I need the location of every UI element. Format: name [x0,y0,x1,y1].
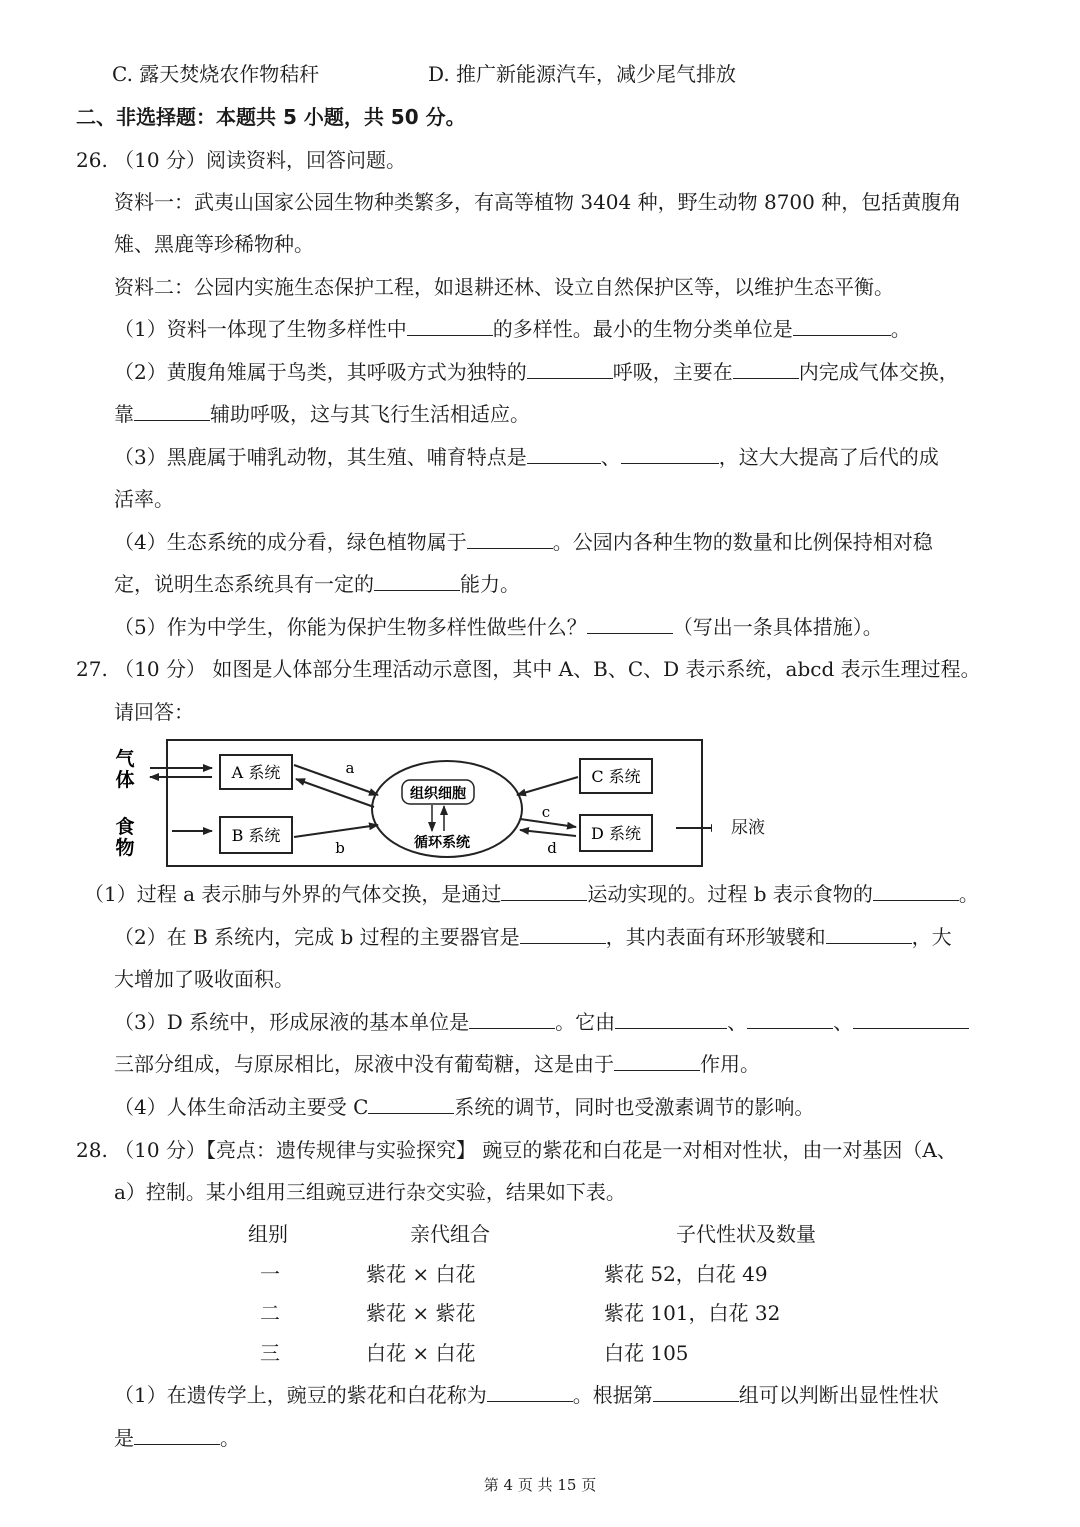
table-cell: 三 [260,1341,280,1365]
answer-blank[interactable] [826,923,912,944]
q26-part2: （2）黄腹角雉属于鸟类，其呼吸方式为独特的 呼吸，主要在 内完成气体交换， [114,360,959,384]
table-cell: 紫花 × 紫花 [366,1301,476,1325]
answer-blank[interactable] [527,443,601,464]
answer-blank[interactable] [134,1424,220,1445]
q26-part2-cont: 靠 辅助呼吸，这与其飞行生活相适应。 [114,402,530,426]
table-cell: 紫花 52，白花 49 [604,1262,768,1286]
table-cell: 紫花 101，白花 32 [604,1301,781,1325]
answer-blank[interactable] [368,1093,454,1114]
q27-heading-cont: 请回答： [114,700,194,724]
cross-table-header-group: 组别 [248,1222,288,1246]
table-cell: 白花 × 白花 [366,1341,476,1365]
answer-blank[interactable] [793,315,891,336]
table-cell: 一 [260,1262,280,1286]
option-c: C. 露天焚烧农作物秸秆 [112,62,320,86]
process-b-label: b [335,839,345,857]
q26-part4-cont: 定，说明生态系统具有一定的 能力。 [114,572,520,596]
tissue-cell-label: 组织细胞 [410,786,466,802]
answer-blank[interactable] [134,400,210,421]
answer-blank[interactable] [733,358,799,379]
answer-blank[interactable] [487,1381,573,1402]
system-d-label: D 系统 [591,824,641,843]
gas-label: 气 [115,748,135,770]
cross-table-header-offspring: 子代性状及数量 [676,1222,816,1246]
food-label: 食 [115,816,135,838]
answer-blank[interactable] [653,1381,739,1402]
q28-part1-cont: 是 。 [114,1426,240,1450]
answer-blank[interactable] [621,443,719,464]
q27-part3-cont: 三部分组成，与原尿相比，尿液中没有葡萄糖，这是由于 作用。 [114,1052,760,1076]
answer-blank[interactable] [614,1050,700,1071]
answer-blank[interactable] [467,528,553,549]
answer-blank[interactable] [615,1008,727,1029]
answer-blank[interactable] [527,358,613,379]
q26-material-1: 资料一：武夷山国家公园生物种类繁多，有高等植物 3404 种，野生动物 8700 种，包括黄腹角 [114,190,962,214]
arrow-d-to-body [520,830,576,836]
answer-blank[interactable] [853,1008,969,1029]
physiology-diagram [112,735,712,871]
q26-heading: 26. （10 分）阅读资料，回答问题。 [76,148,406,172]
q26-part1: （1）资料一体现了生物多样性中 的多样性。最小的生物分类单位是 。 [114,317,911,341]
option-d: D. 推广新能源汽车，减少尾气排放 [428,62,737,86]
circulation-label: 循环系统 [414,835,470,851]
answer-blank[interactable] [407,315,493,336]
arrow-c-to-body [517,777,578,795]
table-cell: 紫花 × 白花 [366,1262,476,1286]
answer-blank[interactable] [374,570,460,591]
table-cell: 二 [260,1301,280,1325]
q28-heading-cont: a）控制。某小组用三组豌豆进行杂交实验，结果如下表。 [114,1180,626,1204]
q27-part4: （4）人体生命活动主要受 C 系统的调节，同时也受激素调节的影响。 [114,1095,815,1119]
q26-material-1-cont: 雉、黑鹿等珍稀物种。 [114,232,314,256]
answer-blank[interactable] [587,613,673,634]
gas-label: 体 [115,769,135,791]
answer-blank[interactable] [469,1008,555,1029]
system-b-label: B 系统 [231,826,281,845]
q27-part2: （2）在 B 系统内，完成 b 过程的主要器官是 ，其内表面有环形皱襞和 ，大 [114,925,952,949]
section-heading: 二、非选择题：本题共 5 小题，共 50 分。 [76,105,466,129]
cross-table-header-parents: 亲代组合 [410,1222,490,1246]
arrow-a-to-body [294,765,378,795]
q26-part5: （5）作为中学生，你能为保护生物多样性做些什么？ （写出一条具体措施）。 [114,615,883,639]
process-a-label: a [345,759,355,777]
process-c-label: c [541,803,551,821]
arrow-body-to-a [296,779,374,807]
q28-part1: （1）在遗传学上，豌豆的紫花和白花称为 。根据第 组可以判断出显性性状 [114,1383,939,1407]
process-d-label: d [547,839,557,857]
system-a-label: A 系统 [231,763,281,782]
q26-part3: （3）黑鹿属于哺乳动物，其生殖、哺育特点是 、 ，这大大提高了后代的成 [114,445,939,469]
urine-label: 尿液 [731,818,765,838]
answer-blank[interactable] [747,1008,833,1029]
answer-blank[interactable] [520,923,606,944]
arrow-b-to-body [294,825,378,837]
q27-heading: 27. （10 分） 如图是人体部分生理活动示意图，其中 A、B、C、D 表示系统，abcd 表示生理过程。 [76,657,981,681]
table-cell: 白花 105 [604,1341,689,1365]
q26-part3-cont: 活率。 [114,487,174,511]
q26-material-2: 资料二：公园内实施生态保护工程，如退耕还林、设立自然保护区等，以维护生态平衡。 [114,275,894,299]
q28-heading: 28. （10 分）【亮点：遗传规律与实验探究】 豌豆的紫花和白花是一对相对性状，由一对基因（A、 [76,1138,957,1162]
food-label: 物 [115,837,135,859]
q27-part2-cont: 大增加了吸收面积。 [114,967,294,991]
q27-part3: （3）D 系统中，形成尿液的基本单位是 。它由 、 、 [114,1008,969,1036]
answer-blank[interactable] [873,880,959,901]
page-footer: 第 4 页 共 15 页 [483,1476,597,1494]
q26-part4: （4）生态系统的成分看，绿色植物属于 。公园内各种生物的数量和比例保持相对稳 [114,530,933,554]
answer-blank[interactable] [501,880,587,901]
system-c-label: C 系统 [591,767,641,786]
q27-part1: （1）过程 a 表示肺与外界的气体交换，是通过 运动实现的。过程 b 表示食物的 。 [84,882,979,906]
